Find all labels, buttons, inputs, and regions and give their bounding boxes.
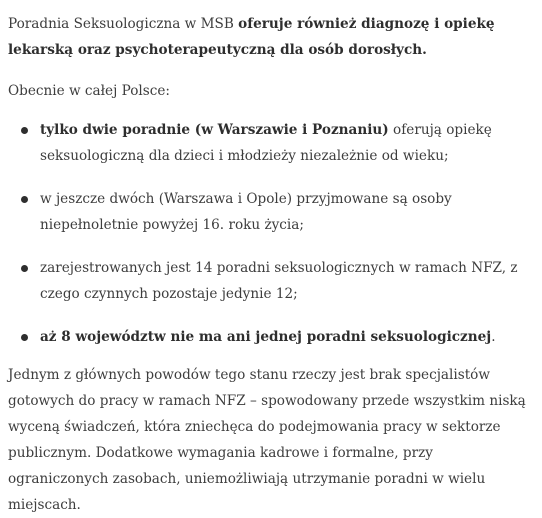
intro-emphasis: oferuje również diagnozę i opiekę lekarską oraz psychoterapeutyczną dla osób dorosłych.	[8, 16, 495, 58]
list-item	[40, 324, 534, 350]
bullet-icon	[21, 334, 28, 341]
intro-paragraph	[8, 11, 534, 63]
bullet-icon	[21, 196, 28, 203]
list-item-text: oferują opiekę seksuologiczną dla dzieci i młodzieży niezależnie od wieku;	[40, 122, 492, 164]
list-item	[40, 186, 534, 238]
bullet-icon	[21, 127, 28, 134]
closing-paragraph: Jednym z głównych powodów tego stanu rzeczy jest brak specjalistów gotowych do pracy w ramach NFZ – spowodowany przede wszystkim niską wyceną świadczeń, która zniechęca do podejmowania pracy w sektorze publicznym. Dodatkowe wymagania kadrowe i formalne, przy ograniczonych zasobach, uniemożliwiają utrzymanie poradni w wielu miejscach.	[8, 367, 526, 513]
list-item-text: zarejestrowanych jest 14 poradni seksuologicznych w ramach NFZ, z czego czynnych pozostaje jedynie 12;	[40, 260, 518, 302]
list-item	[40, 255, 534, 307]
list-item-emphasis: tylko dwie poradnie (w Warszawie i Poznaniu)	[40, 122, 389, 138]
list-item-text: .	[491, 329, 496, 345]
facts-list	[8, 117, 534, 350]
lead-paragraph: Obecnie w całej Polsce:	[8, 83, 170, 99]
list-item-text: w jeszcze dwóch (Warszawa i Opole) przyjmowane są osoby niepełnoletnie powyżej 16. roku życia;	[40, 191, 452, 233]
intro-text: Poradnia Seksuologiczna w MSB	[8, 16, 239, 32]
bullet-icon	[21, 265, 28, 272]
list-item	[40, 117, 534, 169]
list-item-emphasis: aż 8 województw nie ma ani jednej poradni seksuologicznej	[40, 329, 492, 345]
